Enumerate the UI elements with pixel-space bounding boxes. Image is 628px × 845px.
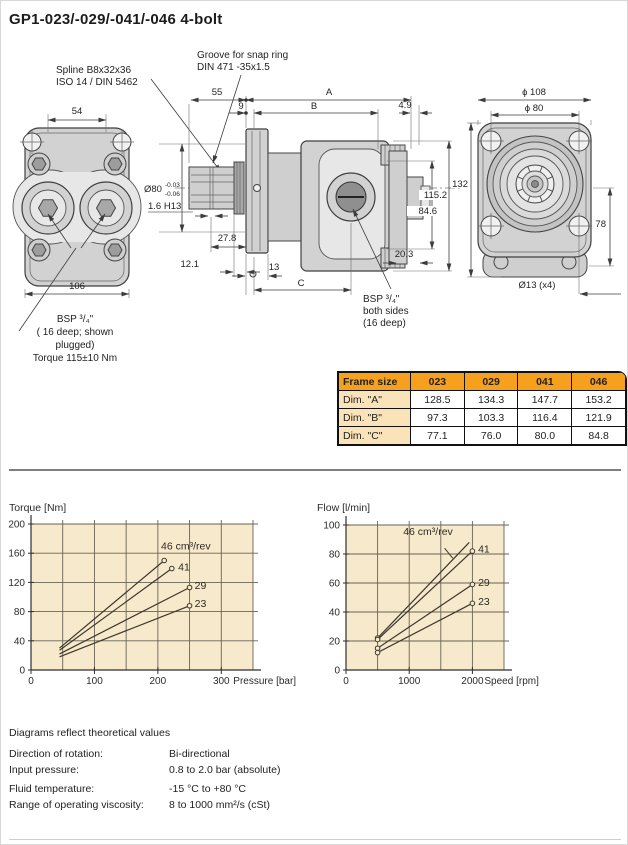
frame-size-table	[337, 371, 627, 446]
svg-text:BSP ³/₄": BSP ³/₄"	[363, 294, 400, 305]
series-marker	[170, 566, 175, 571]
series-label: 41	[178, 561, 190, 574]
side-dim-12-1: 12.1	[180, 259, 199, 270]
specs-note: Diagrams reflect theoretical values	[9, 727, 171, 739]
series-marker	[187, 585, 192, 590]
series-label: 29	[194, 579, 207, 592]
series-label: 29	[478, 576, 490, 589]
front-bsp-note	[33, 314, 117, 364]
series-label: 23	[478, 595, 490, 608]
table-header-046: 046	[572, 373, 626, 391]
y-tick-label: 20	[328, 636, 340, 648]
side-dim-84-6: 84.6	[418, 206, 437, 217]
series-marker	[470, 549, 475, 554]
side-dim-115-2: 115.2	[423, 190, 447, 201]
table-header-frame-size: Frame size	[339, 373, 411, 391]
y-tick-label: 200	[8, 519, 25, 531]
side-shaft-tol-upper: -0.03	[165, 182, 180, 189]
side-dim-C: C	[297, 278, 305, 289]
torque-chart	[3, 497, 311, 697]
side-shaft-tol-lower: -0.06	[165, 191, 180, 198]
y-tick-label: 160	[8, 548, 25, 560]
side-shaft-dia: Ø80	[144, 184, 162, 195]
rear-dim-108: ϕ 108	[522, 87, 546, 98]
y-tick-label: 40	[328, 607, 340, 619]
cell-value: 121.9	[572, 409, 626, 427]
series-label: 46 cm³/rev	[403, 526, 453, 539]
specifications	[9, 727, 281, 813]
y-tick-label: 40	[13, 636, 25, 648]
series-label: 46 cm³/rev	[161, 540, 211, 553]
flow-chart	[311, 497, 628, 697]
series-marker	[162, 558, 167, 563]
spec-row	[9, 781, 281, 797]
table-header-023: 023	[411, 373, 465, 391]
rear-dim-132: 132	[452, 179, 468, 190]
cell-value: 116.4	[518, 409, 572, 427]
x-tick-label: 300	[212, 676, 230, 687]
side-dim-A: A	[325, 87, 333, 98]
series-marker	[375, 637, 380, 642]
front-dim-106: 106	[69, 281, 85, 292]
cell-value: 147.7	[518, 391, 572, 409]
row-label-dim-c: Dim. "C"	[339, 427, 411, 445]
spline-strip	[234, 162, 244, 214]
table-header-041: 041	[518, 373, 572, 391]
page-title: GP1-023/-029/-041/-046 4-bolt	[9, 11, 223, 28]
groove-note-line1: Groove for snap ring	[197, 50, 289, 61]
cell-value: 84.8	[572, 427, 626, 445]
table-header-029: 029	[464, 373, 518, 391]
side-dim-B: B	[310, 101, 318, 112]
rear-dim-80: ϕ 80	[524, 103, 544, 114]
bottom-divider	[9, 839, 621, 840]
series-marker	[470, 582, 475, 587]
side-dim-27-8: 27.8	[217, 233, 237, 244]
front-port-right	[80, 182, 132, 234]
section-divider	[9, 469, 621, 471]
svg-text:(16 deep): (16 deep)	[363, 318, 406, 329]
x-axis-label: Pressure [bar]	[233, 676, 297, 687]
table-row	[339, 409, 626, 427]
plot-area	[31, 524, 253, 670]
side-view	[144, 87, 463, 329]
series-marker	[187, 603, 192, 608]
y-tick-label: 60	[328, 578, 340, 590]
series-label: 41	[478, 543, 490, 556]
side-dim-13: 13	[268, 262, 280, 273]
side-dim-groove: 1.6 H13	[148, 201, 182, 212]
cell-value: 97.3	[411, 409, 465, 427]
rear-dim-holes: Ø13 (x4)	[518, 280, 556, 291]
front-view	[13, 106, 141, 364]
side-dim-9: 9	[238, 101, 244, 112]
cell-value: 128.5	[411, 391, 465, 409]
row-label-dim-b: Dim. "B"	[339, 409, 411, 427]
svg-text:( 16 deep; shown: ( 16 deep; shown	[36, 327, 114, 338]
chart-title: Flow [l/min]	[317, 502, 371, 514]
spec-value: 8 to 1000 mm²/s (cSt)	[169, 799, 270, 811]
spec-label: Direction of rotation:	[9, 748, 103, 760]
cell-value: 80.0	[518, 427, 572, 445]
spline-hub	[516, 165, 554, 203]
series-label: 23	[194, 598, 207, 611]
spec-row	[9, 797, 281, 813]
y-tick-label: 120	[8, 577, 25, 589]
y-tick-label: 100	[323, 520, 340, 532]
spline-note-line2: ISO 14 / DIN 5462	[56, 77, 138, 88]
y-tick-label: 0	[334, 665, 340, 677]
spec-value: Bi-directional	[169, 748, 230, 760]
front-dim-54: 54	[71, 106, 83, 117]
svg-text:plugged): plugged)	[55, 340, 95, 351]
x-tick-label: 200	[149, 676, 167, 687]
table-row	[339, 427, 626, 445]
x-tick-label: 100	[86, 676, 103, 687]
cell-value: 134.3	[464, 391, 518, 409]
spec-label: Input pressure:	[9, 764, 80, 776]
side-dim-4-9: 4.9	[398, 100, 412, 111]
spec-value: 0.8 to 2.0 bar (absolute)	[169, 764, 281, 776]
spec-row	[9, 762, 281, 778]
svg-text:both sides: both sides	[363, 306, 409, 317]
series-marker	[470, 601, 475, 606]
cell-value: 77.1	[411, 427, 465, 445]
rear-cover	[389, 151, 407, 264]
side-dim-55: 55	[211, 87, 223, 98]
groove-note-line2: DIN 471 -35x1.5	[197, 62, 270, 73]
x-tick-label: 2000	[461, 676, 484, 687]
y-tick-label: 80	[13, 607, 25, 619]
rear-dim-78: 78	[595, 219, 606, 230]
cell-value: 153.2	[572, 391, 626, 409]
spec-label: Range of operating viscosity:	[9, 799, 144, 811]
x-tick-label: 0	[343, 676, 349, 687]
cell-value: 103.3	[464, 409, 518, 427]
spec-row	[9, 746, 281, 762]
x-tick-label: 0	[28, 676, 34, 687]
table-row	[339, 391, 626, 409]
side-bsp-note	[363, 294, 409, 329]
front-port-left	[22, 182, 74, 234]
x-tick-label: 1000	[398, 676, 421, 687]
row-label-dim-a: Dim. "A"	[339, 391, 411, 409]
side-dim-20-3: 20.3	[394, 249, 414, 260]
series-marker	[375, 650, 380, 655]
table-header-row	[339, 373, 626, 391]
spec-value: -15 °C to +80 °C	[169, 783, 246, 795]
cell-value: 76.0	[464, 427, 518, 445]
x-axis-label: Speed [rpm]	[484, 676, 539, 687]
spec-label: Fluid temperature:	[9, 783, 95, 795]
y-tick-label: 80	[328, 549, 340, 561]
rear-view	[451, 87, 621, 294]
svg-text:Torque 115±10 Nm: Torque 115±10 Nm	[32, 353, 118, 364]
y-tick-label: 0	[19, 665, 25, 677]
spline-note-line1: Spline B8x32x36	[56, 65, 132, 76]
svg-text:BSP ³/₄": BSP ³/₄"	[56, 314, 94, 325]
chart-title: Torque [Nm]	[9, 502, 67, 514]
